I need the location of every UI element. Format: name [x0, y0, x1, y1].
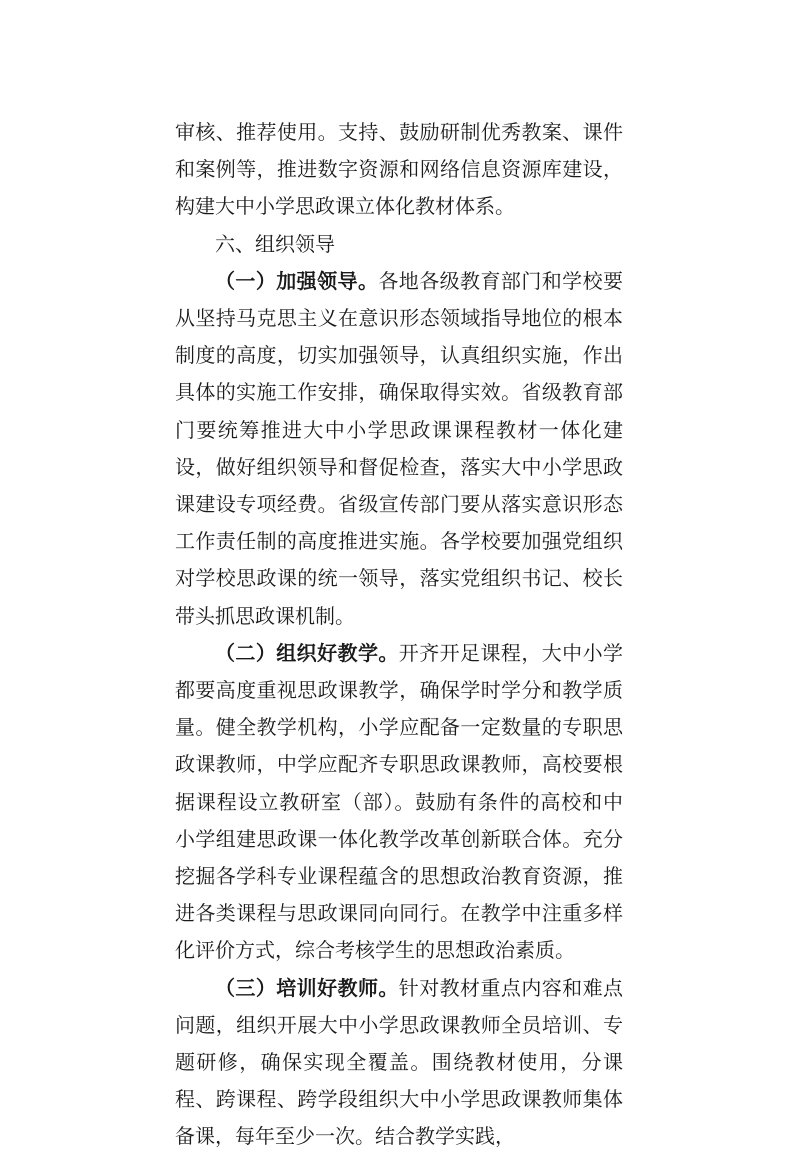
intro-paragraph: 审核、推荐使用。支持、鼓励研制优秀教案、课件和案例等，推进数字资源和网络信息资源库建设，构建大中小学思政课立体化教材体系。 [175, 120, 623, 219]
paragraph-body-3: 针对教材重点内容和难点问题，组织开展大中小学思政课教师全员培训、专题研修，确保实现全覆盖。围绕教材使用，分课程、跨课程、跨学段组织大中小学思政课教师集体备课，每年至少一次。结合教学实践， [175, 975, 624, 1149]
paragraph-item-3 [175, 970, 623, 1156]
paragraph-item-1 [175, 263, 623, 635]
document-body [175, 114, 623, 1156]
paragraph-lead-1: （一）加强领导。 [215, 268, 379, 293]
paragraph-body-1: 各地各级教育部门和学校要从坚持马克思主义在意识形态领域指导地位的根本制度的高度，切实加强领导，认真组织实施，作出具体的实施工作安排，确保取得实效。省级教育部门要统筹推进大中小学思政课课程教材一体化建设，做好组织领导和督促检查，落实大中小学思政课建设专项经费。省级宣传部门要从落实意识形态工作责任制的高度推进实施。各学校要加强党组织对学校思政课的统一领导，落实党组织书记、校长带头抓思政课机制。 [175, 268, 624, 628]
paragraph-lead-3: （三）培训好教师。 [215, 975, 399, 1000]
section-heading: 六、组织领导 [215, 231, 335, 256]
paragraph-item-2 [175, 635, 623, 970]
paragraph-lead-2: （二）组织好教学。 [215, 640, 399, 665]
paragraph-body-2: 开齐开足课程，大中小学都要高度重视思政课教学，确保学时学分和教学质量。健全教学机构，小学应配备一定数量的专职思政课教师，中学应配齐专职思政课教师，高校要根据课程设立教研室（部）。鼓励有条件的高校和中小学组建思政课一体化教学改革创新联合体。充分挖掘各学科专业课程蕴含的思想政治教育资源，推进各类课程与思政课同向同行。在教学中注重多样化评价方式，综合考核学生的思想政治素质。 [175, 640, 624, 963]
